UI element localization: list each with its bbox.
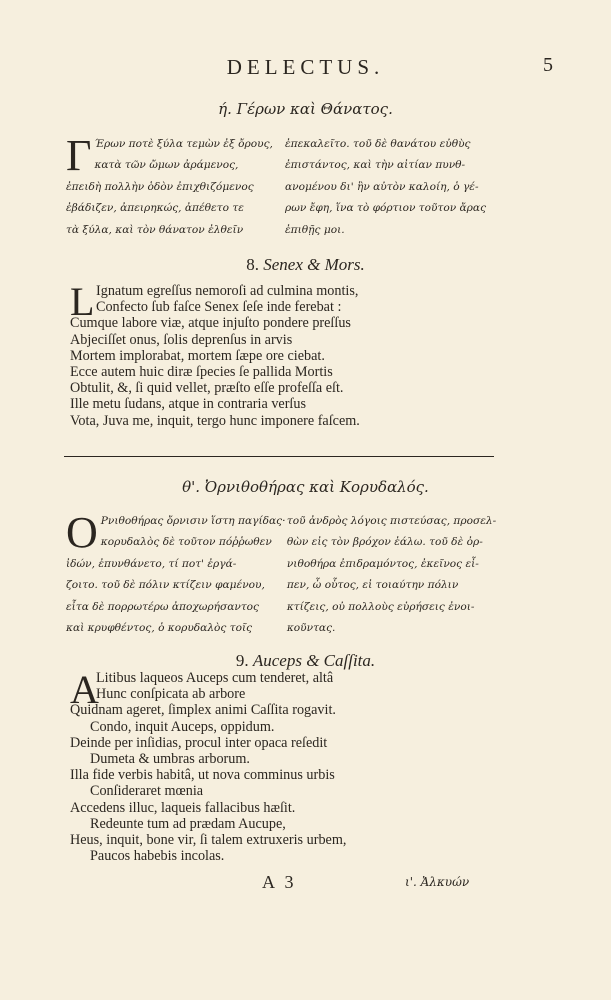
- text-line: ἐπιθῇς μοι.: [285, 223, 345, 236]
- text-line: Conſideraret mœnia: [90, 783, 204, 800]
- text-line: Mortem implorabat, mortem ſæpe ore ciebat.: [70, 347, 325, 364]
- catchword: ι'. Ἀλκυών: [405, 875, 470, 889]
- greek-fable-text: [66, 131, 486, 241]
- fable-title-first: Auceps: [252, 651, 302, 670]
- text-line: Hunc conſpicata ab arbore: [96, 686, 246, 703]
- greek-fable-left-column: [66, 508, 286, 639]
- text-line: Illa fide verbis habitâ, ut nova comminus urbis: [70, 767, 335, 784]
- greek-fable-right-column: [287, 511, 496, 639]
- text-line: ἐπειδὴ πολλὴν ὁδὸν ἐπιχθιζόμενος: [66, 180, 254, 193]
- drop-cap: O: [66, 508, 98, 557]
- drop-cap: A: [70, 667, 99, 712]
- text-line: πεν, ὦ οὗτος, εἰ τοιαύτην πόλιν: [286, 579, 459, 592]
- text-line: Ρνιθοθήρας ὄρνισιν ἵστη παγίδας·: [100, 515, 286, 527]
- text-line: Accedens illuc, laqueis fallacibus hæſit.: [70, 799, 296, 816]
- page-number: 5: [543, 54, 553, 76]
- text-line: ἰδών, ἐπυνθάνετο, τί ποτ' ἐργά-: [66, 557, 237, 570]
- text-line: Deinde per inſidias, procul inter opaca reſedit: [70, 734, 328, 751]
- text-line: Litibus laqueos Auceps cum tenderet, altâ: [96, 670, 334, 686]
- latin-fable-title: [0, 255, 611, 275]
- greek-fable-title: ή. Γέρων καὶ Θάνατος.: [218, 100, 393, 118]
- text-line: τὰ ξύλα, καὶ τὸν θάνατον ἐλθεῖν: [66, 223, 244, 236]
- fable-title-second: Caſſita.: [323, 651, 376, 670]
- text-line: Quidnam ageret, ſimplex animi Caſſita rogavit.: [70, 702, 336, 719]
- text-line: Heus, inquit, bone vir, ſi talem extruxeris urbem,: [70, 831, 347, 848]
- text-line: Redeunte tum ad prædam Aucupe,: [90, 815, 286, 832]
- text-line: εἶτα δὲ πορρωτέρω ἀποχωρήσαντος: [66, 600, 259, 613]
- text-line: Έρων ποτὲ ξύλα τεμὼν ἐξ ὄρους,: [94, 138, 273, 150]
- text-line: Ignatum egreſſus nemoroſi ad culmina montis,: [96, 283, 359, 299]
- greek-fable-right-column: [285, 134, 486, 241]
- greek-fable-text: [66, 508, 497, 639]
- greek-fable-left-column: [66, 131, 273, 241]
- fable-title-amp: &: [307, 255, 321, 274]
- text-line: Paucos habebis incolas.: [90, 848, 225, 865]
- greek-fable-title: θ'. Ὀρνιθοθήρας καὶ Κορυδαλός.: [182, 478, 429, 496]
- text-line: Dumeta & umbras arborum.: [90, 750, 250, 767]
- signature-mark: A 3: [262, 872, 297, 892]
- section-rule: [64, 456, 494, 457]
- text-line: ρων ἔφη, ἵνα τὸ φόρτιον τοῦτον ἄρας: [285, 202, 486, 215]
- latin-fable-text: [70, 279, 500, 429]
- text-line: ζοιτο. τοῦ δὲ πόλιν κτίζειν φαμένου,: [66, 579, 265, 592]
- text-line: Cumque labore viæ, atque injuſto pondere preſſus: [70, 315, 351, 332]
- drop-cap: L: [70, 279, 95, 324]
- text-line: Ille metu ſudans, atque in contraria verſus: [70, 396, 306, 413]
- text-line: κτίζεις, οὐ πολλοὺς εὑρήσεις ἐνοι-: [286, 600, 475, 613]
- fable-title-amp: &: [306, 651, 320, 670]
- fable-number: 9.: [235, 651, 249, 670]
- text-line: Vota, Juva me, inquit, tergo hunc imponere faſcem.: [70, 412, 360, 429]
- text-line: Abjeciſſet onus, ſolis deprenſus in arvis: [70, 331, 293, 348]
- text-line: κοῦντας.: [286, 621, 336, 634]
- text-line: Ecce autem huic diræ ſpecies ſe pallida Mortis: [70, 363, 333, 380]
- text-line: Confecto ſub faſce Senex ſeſe inde ferebat :: [96, 299, 342, 316]
- text-line: θὼν εἰς τὸν βρόχον ἑάλω. τοῦ δὲ ὀρ-: [286, 536, 483, 549]
- text-line: ἐπιστάντος, καὶ τὴν αἰτίαν πυνθ-: [285, 159, 466, 172]
- text-line: κορυδαλὸς δὲ τοῦτον πόῤῥωθεν: [100, 536, 272, 549]
- drop-cap: Γ: [66, 131, 92, 180]
- text-line: Obtulit, &, ſi quid vellet, præſto eſſe profeſſa eſt.: [70, 380, 344, 397]
- text-line: ἐπεκαλεῖτο. τοῦ δὲ θανάτου εὐθὺς: [285, 138, 471, 150]
- text-line: Condo, inquit Auceps, oppidum.: [90, 718, 275, 735]
- fable-number: 8.: [246, 255, 259, 274]
- text-line: ανομένου δι' ἣν αὐτὸν καλοίη, ὁ γέ-: [285, 180, 479, 193]
- text-line: καὶ κρυφθέντος, ὁ κορυδαλὸς τοῖς: [66, 621, 253, 634]
- latin-fable-text: [70, 667, 500, 865]
- fable-title-first: Senex: [263, 255, 303, 274]
- fable-title-second: Mors.: [324, 255, 365, 274]
- text-line: κατὰ τῶν ὤμων ἀράμενος,: [94, 159, 239, 172]
- text-line: νιθοθήρα ἐπιδραμόντος, ἐκεῖνος εἶ-: [286, 557, 479, 570]
- running-title: DELECTUS.: [226, 55, 385, 79]
- text-line: ἐβάδιζεν, ἀπειρηκώς, ἀπέθετο τε: [66, 202, 244, 215]
- text-line: τοῦ ἀνδρὸς λόγοις πιστεύσας, προσελ-: [286, 515, 497, 527]
